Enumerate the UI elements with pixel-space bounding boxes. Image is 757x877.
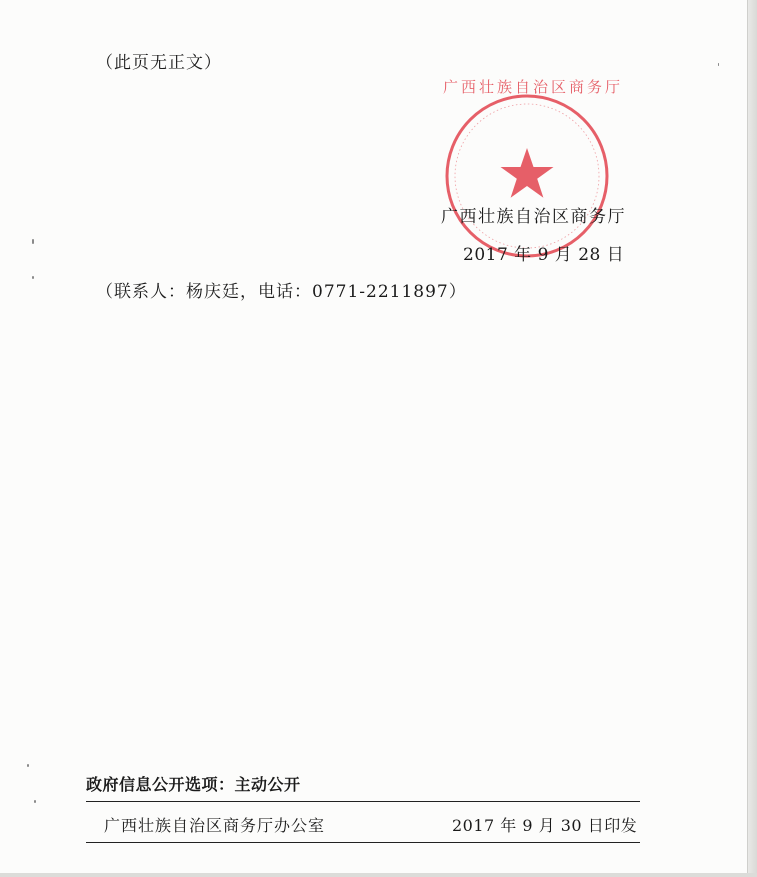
scan-speck bbox=[718, 63, 719, 66]
scan-speck bbox=[34, 800, 36, 803]
no-body-note: （此页无正文） bbox=[96, 53, 222, 73]
scan-bottom-edge bbox=[0, 873, 757, 877]
disclosure-option: 政府信息公开选项：主动公开 bbox=[86, 775, 301, 794]
seal-star-icon bbox=[501, 148, 554, 198]
issuer-name: 广西壮族自治区商务厅 bbox=[441, 207, 626, 227]
seal-outer-text: 广西壮族自治区商务厅 bbox=[443, 78, 624, 96]
contact-line: （联系人：杨庆廷，电话：0771-2211897） bbox=[96, 282, 467, 302]
footer-bottom-rule bbox=[86, 842, 640, 843]
scan-right-edge bbox=[747, 0, 757, 877]
footer-print-date: 2017 年 9 月 30 日印发 bbox=[452, 816, 638, 835]
scan-speck bbox=[32, 276, 34, 279]
scan-speck bbox=[27, 764, 29, 767]
footer-office: 广西壮族自治区商务厅办公室 bbox=[104, 816, 326, 835]
scan-speck bbox=[32, 239, 34, 244]
seal-icon bbox=[443, 78, 624, 260]
issue-date: 2017 年 9 月 28 日 bbox=[463, 245, 625, 265]
footer-top-rule bbox=[86, 801, 640, 802]
